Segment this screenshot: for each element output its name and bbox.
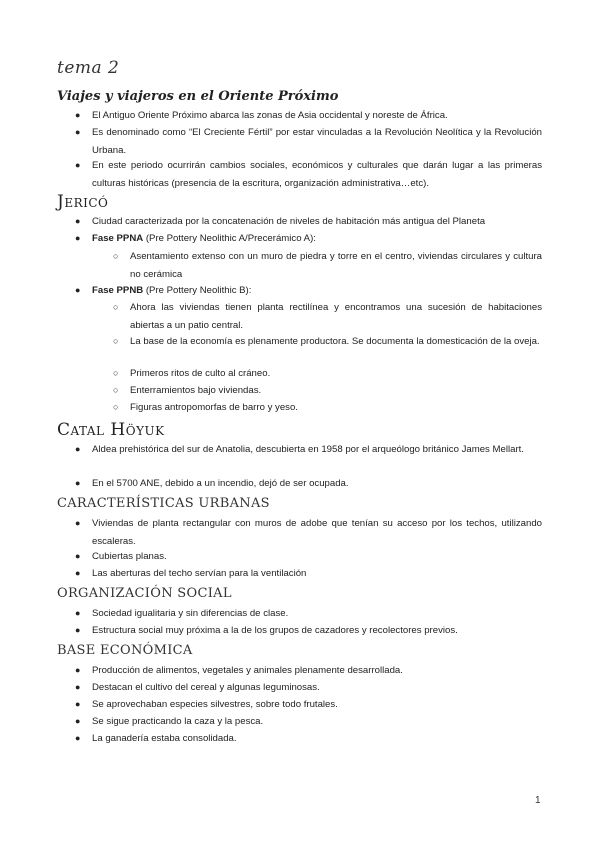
page-number: 1: [535, 795, 541, 806]
phase-label: Fase PPNB: [92, 285, 144, 296]
hollow-bullet-icon: ○: [113, 402, 119, 412]
bullet-icon: ●: [75, 444, 81, 454]
sub-list-item: ○ La base de la economía es plenamente productora. Se documenta la domesticación de la oveja.: [130, 333, 542, 351]
topic-title: tema 2: [57, 58, 120, 78]
bullet-icon: ●: [75, 608, 81, 618]
hollow-bullet-icon: ○: [113, 302, 119, 312]
bullet-icon: ●: [75, 110, 81, 120]
list-item: ● El Antiguo Oriente Próximo abarca las zonas de Asia occidental y noreste de África.: [92, 107, 542, 125]
hollow-bullet-icon: ○: [113, 336, 119, 346]
list-item: ● Sociedad igualitaria y sin diferencias de clase.: [92, 605, 542, 623]
bullet-icon: ●: [75, 682, 81, 692]
sub-list-item: ○ Asentamiento extenso con un muro de piedra y torre en el centro, viviendas circulares y cultura no cerámica: [130, 248, 542, 283]
bullet-icon: ●: [75, 127, 81, 137]
sub-list-item: ○ Enterramientos bajo viviendas.: [130, 382, 542, 400]
hollow-bullet-icon: ○: [113, 385, 119, 395]
list-item: ● Es denominado como “El Creciente Fértil” por estar vinculadas a la Revolución Neolítica y la Revolución Urbana.: [92, 124, 542, 159]
bullet-icon: ●: [75, 478, 81, 488]
list-item: ● En el 5700 ANE, debido a un incendio, dejó de ser ocupada.: [92, 475, 542, 493]
list-item: ● Fase PPNB (Pre Pottery Neolithic B):: [92, 282, 542, 300]
list-item: ● La ganadería estaba consolidada.: [92, 730, 542, 748]
section-heading-economica: BASE ECONÓMICA: [57, 643, 193, 658]
bullet-icon: ●: [75, 285, 81, 295]
bullet-icon: ●: [75, 733, 81, 743]
list-item: ● Se sigue practicando la caza y la pesca.: [92, 713, 542, 731]
bullet-icon: ●: [75, 625, 81, 635]
phase-label: Fase PPNA: [92, 233, 144, 244]
section-heading-catal: Catal Höyuk: [57, 420, 165, 440]
section-heading-jerico: Jericó: [57, 192, 109, 212]
sub-list-item: ○ Ahora las viviendas tienen planta rectilínea y encontramos una sucesión de habitaciones abiertas a un patio central.: [130, 299, 542, 334]
hollow-bullet-icon: ○: [113, 251, 119, 261]
bullet-icon: ●: [75, 665, 81, 675]
sub-list-item: ○ Primeros ritos de culto al cráneo.: [130, 365, 542, 383]
list-item: ● Cubiertas planas.: [92, 548, 542, 566]
sub-list-item: ○ Figuras antropomorfas de barro y yeso.: [130, 399, 542, 417]
list-item: ● Destacan el cultivo del cereal y algunas leguminosas.: [92, 679, 542, 697]
list-item: ● Producción de alimentos, vegetales y animales plenamente desarrollada.: [92, 662, 542, 680]
hollow-bullet-icon: ○: [113, 368, 119, 378]
list-item: ● Viviendas de planta rectangular con muros de adobe que tenían su acceso por los techos, utilizando escaleras.: [92, 515, 542, 550]
list-item: ● Las aberturas del techo servían para la ventilación: [92, 565, 542, 583]
bullet-icon: ●: [75, 568, 81, 578]
bullet-icon: ●: [75, 551, 81, 561]
bullet-icon: ●: [75, 160, 81, 170]
list-item: ● En este periodo ocurrirán cambios sociales, económicos y culturales que darán lugar a las primeras culturas históricas (presencia de la escritura, organización administrativa…etc).: [92, 157, 542, 192]
bullet-icon: ●: [75, 716, 81, 726]
bullet-icon: ●: [75, 518, 81, 528]
list-item: ● Estructura social muy próxima a la de los grupos de cazadores y recolectores previos.: [92, 622, 542, 640]
list-item: ● Ciudad caracterizada por la concatenación de niveles de habitación más antigua del Planeta: [92, 213, 542, 231]
page-subtitle: Viajes y viajeros en el Oriente Próximo: [57, 89, 339, 104]
list-item: ● Se aprovechaban especies silvestres, sobre todo frutales.: [92, 696, 542, 714]
bullet-icon: ●: [75, 216, 81, 226]
list-item: ● Fase PPNA (Pre Pottery Neolithic A/Precerámico A):: [92, 230, 542, 248]
bullet-icon: ●: [75, 233, 81, 243]
list-item: ● Aldea prehistórica del sur de Anatolia, descubierta en 1958 por el arqueólogo británico James Mellart.: [92, 441, 542, 459]
section-heading-social: ORGANIZACIÓN SOCIAL: [57, 586, 232, 601]
bullet-icon: ●: [75, 699, 81, 709]
section-heading-urbanas: CARACTERÍSTICAS URBANAS: [57, 496, 270, 511]
